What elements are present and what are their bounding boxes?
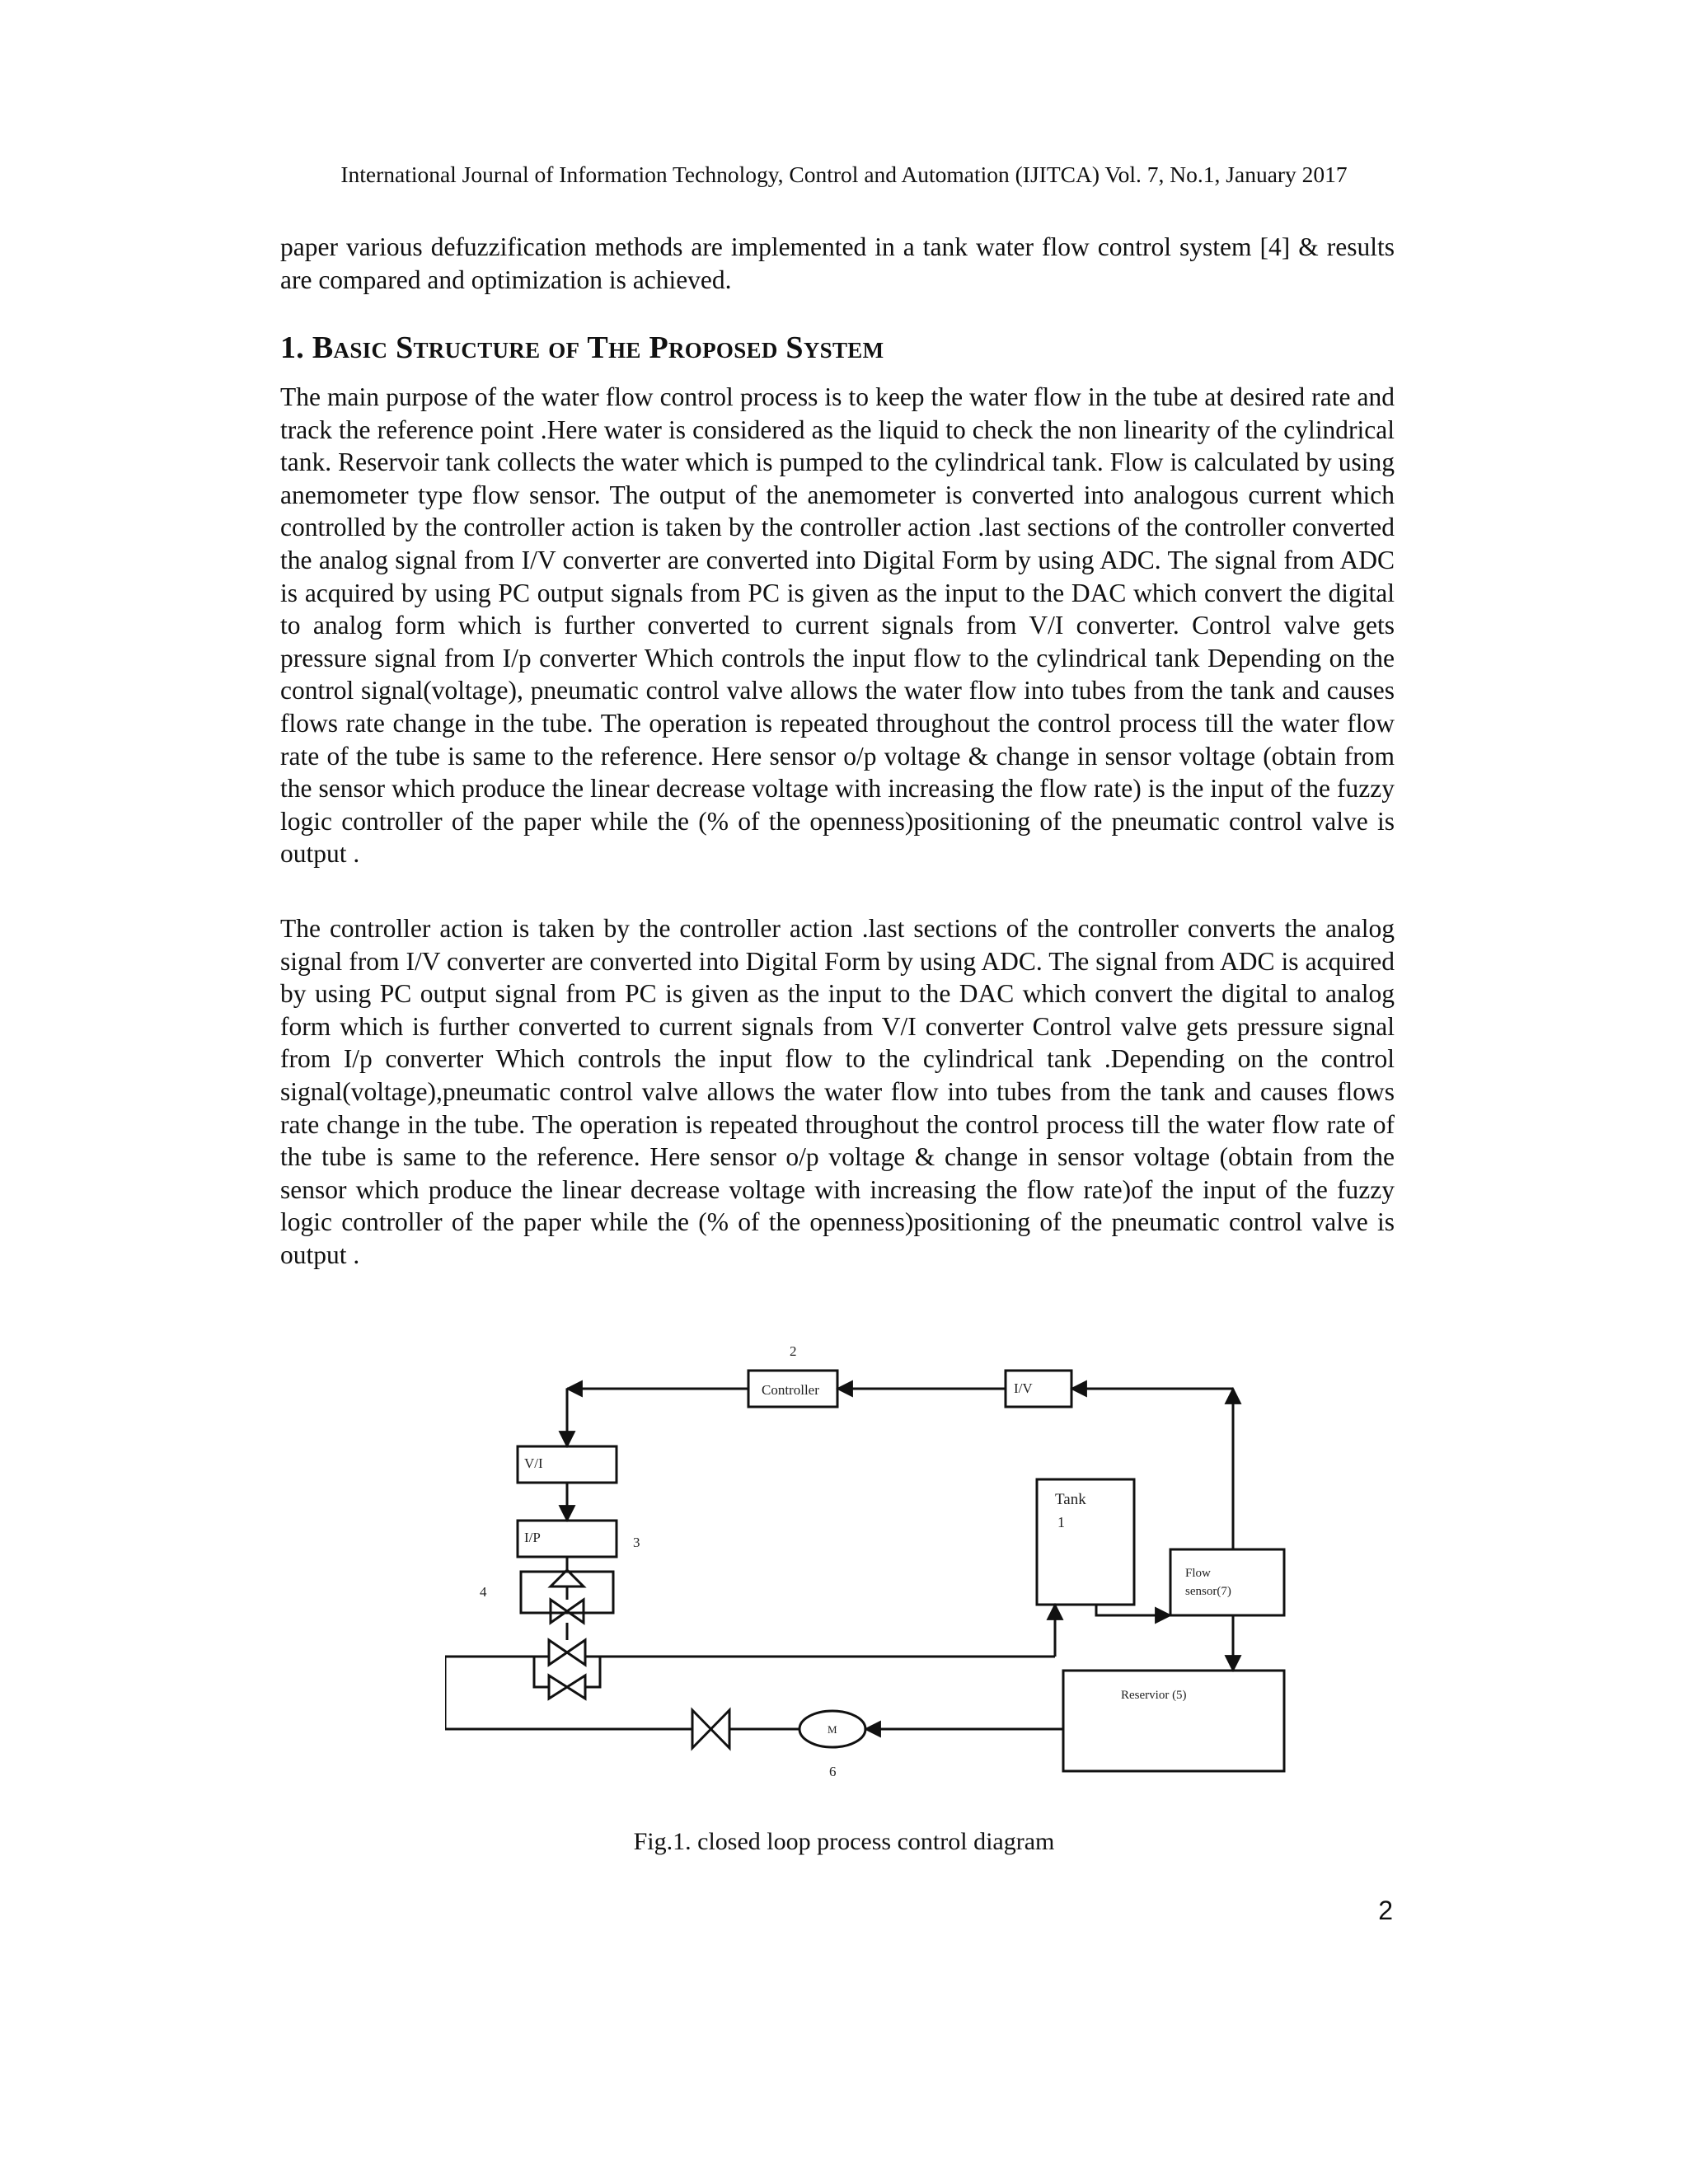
paragraph-text: The main purpose of the water flow control process is to keep the water flow in the tube at desired rate and track the reference point .Here water is considered as the liquid to check the non linearity of the cylindrical tank. Reservoir tank collects the water which is pumped to the cylindrical tank. Flow is calculated by using anemometer type flow sensor. The output of the anemometer is converted into analogous current which controlled by the controller action is taken by the controller action .last sections of the controller converted the analog signal from I/V converter are converted into Digital Form by using ADC. The signal from ADC is acquired by using PC output signals from PC is given as the input to the DAC which convert the digital to analog form which is further converted to current signals from V/I converter. Control valve gets pressure signal from I/p converter Which controls the input flow to the cylindrical tank Depending on the control signal(voltage), pneumatic control valve allows the water flow into tubes from the tank and causes flows rate change in the tube. The operation is repeated throughout the control process till the water flow rate of the tube is same to the reference. Here sensor o/p voltage & change in sensor voltage (obtain from the sensor which produce the linear decrease voltage with increasing the flow rate) is the input of the fuzzy logic controller of the paper while the (% of the openness)positioning of the pneumatic control valve is output .: [280, 382, 1395, 869]
controller-label: Controller: [762, 1382, 819, 1398]
reservoir-label: Reservior (5): [1121, 1689, 1187, 1702]
intro-paragraph: [280, 231, 1395, 296]
control-valve-lower: [549, 1675, 585, 1699]
motor-label: M: [828, 1723, 837, 1736]
iv-label: I/V: [1014, 1380, 1033, 1396]
process-control-diagram: [445, 1331, 1302, 1793]
intro-text: paper various defuzzification methods are implemented in a tank water flow control system [4] & results are compared and optimization is achieved.: [280, 232, 1395, 294]
actuator-valve: [551, 1600, 584, 1623]
flow-sensor-label-2: sensor(7): [1185, 1585, 1231, 1598]
tank-label: Tank: [1055, 1491, 1086, 1508]
ip-label: I/P: [524, 1530, 541, 1545]
diagram-svg: [445, 1331, 1302, 1793]
return-valve: [692, 1710, 729, 1748]
label-6: 6: [829, 1764, 837, 1779]
vi-label: V/I: [524, 1455, 543, 1471]
section-paragraph-2: [280, 912, 1395, 1272]
figure-caption: Fig.1. closed loop process control diagram: [633, 1828, 1055, 1855]
section-heading: 1. Basic Structure of The Proposed System: [280, 330, 884, 365]
label-4: 4: [480, 1584, 487, 1600]
label-2: 2: [790, 1343, 797, 1359]
flow-sensor-label-1: Flow: [1185, 1567, 1211, 1580]
flow-sensor-block: [1170, 1549, 1284, 1615]
control-valve-upper: [549, 1640, 585, 1665]
label-3: 3: [633, 1535, 640, 1550]
tank-number: 1: [1057, 1514, 1065, 1530]
section-paragraph-1: [280, 381, 1395, 870]
page-number: 2: [1378, 1896, 1393, 1925]
paragraph-text: The controller action is taken by the controller action .last sections of the controller converts the analog signal from I/V converter are converted into Digital Form by using ADC. The signal from ADC is acquired by using PC output signal from PC is given as the input to the DAC which convert the digital to analog form which is further converted to current signals from V/I converter Control valve gets pressure signal from I/p converter Which controls the input flow to the cylindrical tank .Depending on the control signal(voltage),pneumatic control valve allows the water flow into tubes from the tank and causes flows rate change in the tube. The operation is repeated throughout the control process till the water flow rate of the tube is same to the reference. Here sensor o/p voltage & change in sensor voltage (obtain from the sensor which produce the linear decrease voltage with increasing the flow rate)of the input of the fuzzy logic controller of the paper while the (% of the openness)positioning of the pneumatic control valve is output .: [280, 914, 1395, 1269]
reservoir-block: [1063, 1671, 1284, 1771]
running-header: International Journal of Information Technology, Control and Automation (IJITCA) Vol. 7, No.1, January 2017: [340, 162, 1348, 187]
